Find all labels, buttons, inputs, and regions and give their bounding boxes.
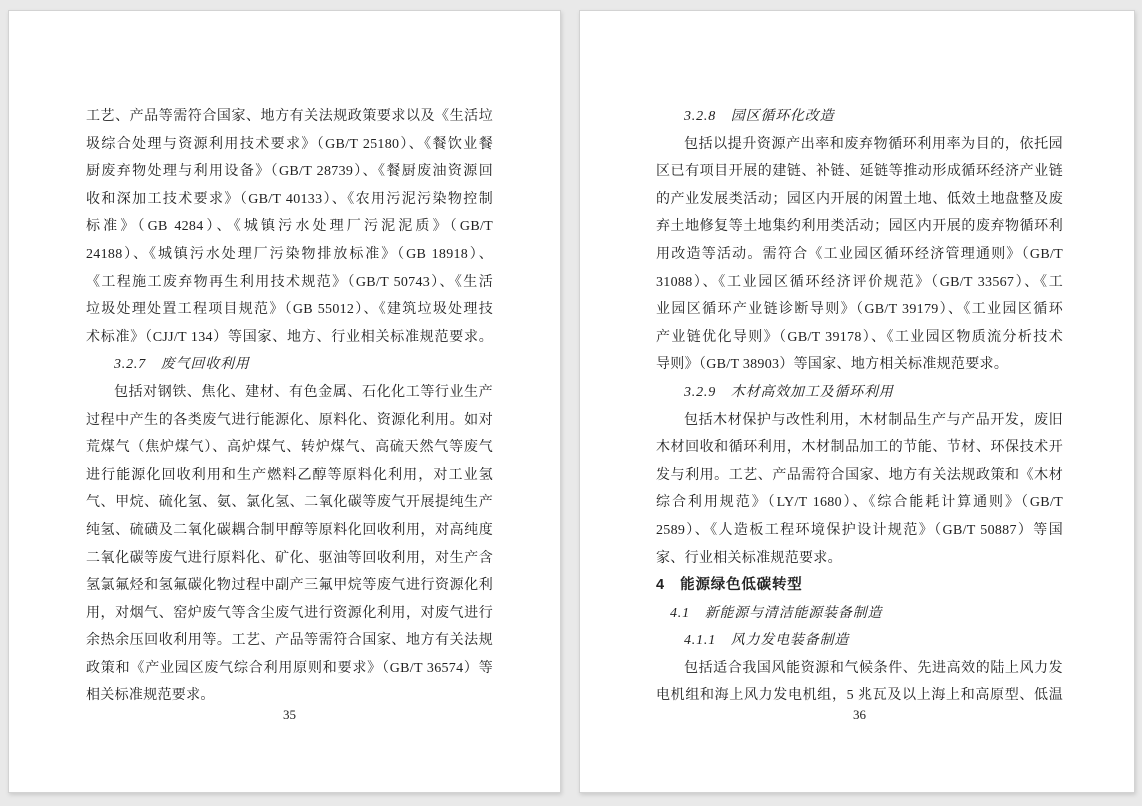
page-36-text-column [656,103,1063,722]
text-line: 工艺、产品等需符合国家、地方有关法规政策要求以及《生活垃 [86,109,493,124]
text-line: 包括适合我国风能资源和气候条件、先进高效的陆上风力发 [684,660,1063,676]
text-line: 区已有项目开展的建链、补链、延链等推动形成循环经济产业链 [656,164,1063,180]
heading-line: 4 能源绿色低碳转型 [656,577,803,594]
text-line: 2589）、《人造板工程环境保护设计规范》（GB/T 50887）等国 [656,522,1063,538]
text-line: 《工程施工废弃物再生利用技术规范》（GB/T 50743）、《生活 [86,274,493,290]
text-line: 余热余压回收利用等。工艺、产品等需符合国家、地方有关法规 [86,633,493,649]
text-line: 的产业发展类活动；园区内开展的闲置土地、低效土地盘整及废 [656,191,1063,207]
heading-line: 3.2.8 园区循环化改造 [684,109,835,124]
text-line: 弃土地修复等土地集约利用类活动；园区内开展的废弃物循环利 [656,219,1063,235]
text-line: 用，对烟气、窑炉废气等含尘废气进行资源化利用，对废气进行 [86,605,493,621]
text-line: 家、行业相关标准规范要求。 [656,550,842,566]
text-line: 用改造等活动。需符合《工业园区循环经济管理通则》（GB/T [656,246,1063,262]
page-number: 35 [283,707,296,722]
text-line: 收和深加工技术要求》（GB/T 40133）、《农用污泥污染物控制 [86,191,493,207]
document-page-36 [579,10,1135,793]
text-line: 氢氯氟烃和氢氟碳化物过程中副产三氟甲烷等废气进行资源化利 [86,578,493,594]
text-line: 厨废弃物处理与利用设备》（GB/T 28739）、《餐厨废油资源回 [86,164,493,180]
text-line: 业园区循环产业链诊断导则》（GB/T 39179）、《工业园区循环 [656,302,1063,318]
text-line: 31088）、《工业园区循环经济评价规范》（GB/T 33567）、《工 [656,274,1063,290]
text-line: 包括对钢铁、焦化、建材、有色金属、石化化工等行业生产 [114,384,493,400]
heading-line: 3.2.7 废气回收利用 [114,357,250,373]
text-line: 过程中产生的各类废气进行能源化、原料化、资源化利用。如对 [86,412,493,428]
text-line: 包括以提升资源产出率和废弃物循环利用率为目的，依托园 [684,136,1063,152]
heading-line: 3.2.9 木材高效加工及循环利用 [684,384,894,400]
page-35-lines [86,103,493,710]
text-line: 综合利用规范》（LY/T 1680）、《综合能耗计算通则》（GB/T [656,495,1063,511]
text-line: 气、甲烷、硫化氢、氨、氯化氢、二氧化碳等废气开展提纯生产 [86,495,493,511]
text-line: 术标准》（CJJ/T 134）等国家、地方、行业相关标准规范要求。 [86,329,493,345]
text-line: 二氧化碳等废气进行原料化、矿化、驱油等回收利用，对生产含 [86,550,493,566]
text-line: 政策和《产业园区废气综合利用原则和要求》（GB/T 36574）等 [86,660,493,676]
text-line: 纯氢、硫磺及二氧化碳耦合制甲醇等原料化回收利用，对高纯度 [86,522,493,538]
text-line: 垃圾处理处置工程项目规范》（GB 55012）、《建筑垃圾处理技 [86,302,493,318]
text-line: 包括木材保护与改性利用，木材制品生产与产品开发，废旧 [684,412,1063,428]
heading-line: 4.1 新能源与清洁能源装备制造 [670,605,883,621]
document-page-35 [8,10,561,793]
text-line: 导则》（GB/T 38903）等国家、地方相关标准规范要求。 [656,357,1009,373]
text-line: 荒煤气（焦炉煤气）、高炉煤气、转炉煤气、高硫天然气等废气 [86,440,493,456]
page-number: 36 [853,707,866,722]
text-line: 24188）、《城镇污水处理厂污染物排放标准》（GB 18918）、 [86,246,493,262]
text-line: 产业链优化导则》（GB/T 39178）、《工业园区物质流分析技术 [656,329,1063,345]
heading-line: 4.1.1 风力发电装备制造 [684,633,850,649]
text-line: 进行能源化回收利用和生产燃料乙醇等原料化利用，对工业氢 [86,467,493,483]
page-36-lines [656,103,1063,710]
text-line: 相关标准规范要求。 [86,688,215,704]
text-line: 木材回收和循环利用，木材制品加工的节能、节材、环保技术开 [656,440,1063,456]
page-35-text-column [86,103,493,722]
text-line: 发与利用。工艺、产品需符合国家、地方有关法规政策和《木材 [656,467,1063,483]
text-line: 圾综合处理与资源利用技术要求》（GB/T 25180）、《餐饮业餐 [86,136,493,152]
text-line: 电机组和海上风力发电机组，5 兆瓦及以上海上和高原型、低温 [656,688,1063,704]
text-line: 标准》（GB 4284）、《城镇污水处理厂污泥泥质》（GB/T [86,219,493,235]
